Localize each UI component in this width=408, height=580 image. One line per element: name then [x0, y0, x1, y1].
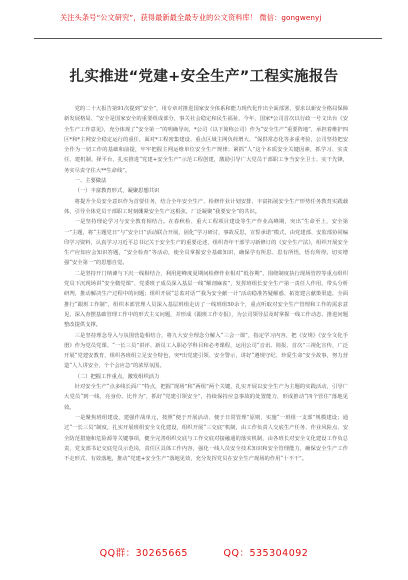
body-paragraph: 二是坚持开门纳谏与下沉一线相结合，利用迎峰度夏期间检修作业相对“低谷期”，围绕制度执行现场管控等重点组织党员下沉现场讲“安全微党课”、党委班子成员深入基层一线“解剖麻雀”，发挥班组长安全生产第一责任人作用，带头分析研判，推动解决生产过程中的问题；组织开展“总监对话”“我为安全献一计”活动稳准答疑解惑、拓宽建言献策渠道，全面推行“跟班工作制”，组织本部管理人员深入基层班组走访了一线班组50余个，重点听取对安全生产管理和工作的需求意见，深入查摆基础管理工作中的形式主义问题，并形成《跟班工作专报》，为公司领导层及时掌握一线工作动态、推进问题整改提供支撑。	[64, 270, 348, 329]
section-heading: （一）丰富教育形式，凝聚思想共识	[74, 188, 160, 195]
body-paragraph: 一是坚持理论学习与安全教育相结合。在春秋检、重大工程项目建设等生产作业高峰期，突出“生命至上，安全第一”主题，将“主题党日”与“安全日”活动联合开展，固化“学习研讨，事故反思，宣誓承诺”模式，由党建部、安监部协同编印学习资料，认真学习习近平总书记关于安全生产的重要论述，组织青年干部学习新修订的《安全生产法》，组织开展安全生产应知应会知识答题，“安全检查”等活动，使全员掌握安全基础知识，确保学有所思、思有所悟，悟有所得。切实增强“安全第一”的思想自觉。	[64, 219, 348, 267]
body-paragraph: 将提升全员安全意识作为首要任务，结合全年安全生产、检修作业计划安排，丰富拓展安全生产形势任务教育实践载体，引导全体党员干部职工时刻绷紧安全生产这根弦，厂泛凝聚“我要安全”的共识。	[64, 198, 348, 215]
body-paragraph: 党的二十大报告第91次提到“安全”，用专章对推进国家安全体系和能力现代化作出全面部署，要求以新安全格局保障新发展格局、“安全是国家安全的重要组成部分，事关社会稳定和民生福祉，今年，国家*公司首次以行政一号文出台《安全生产工作意见》，充分体现了“安全第一”的明确导向，*公司（以下简称公司）作为“安全生产“重要阵地”，承担着维护四区*和*主网安全稳定运行的重任，面对*工程密集建设、重点区域主网负荷增大、“保供常态化等多重考验，公司坚持把安全作为一切工作的基础和前提，牢牢把握主网运维单位安全生产规律；紧抓“人”这个本质安全关键因素，抓学习、实责任、建机制、择平台，扎实推进“党建+安全生产”示范工程创建，激励引导广大党员干部职工争当安全卫士、实干先锋，务实尽责守住大**生命线”。	[64, 106, 348, 174]
document-body	[64, 104, 348, 464]
header-banner	[34, 4, 382, 39]
body-paragraph: 一是聚焦班组建设，建强作战单元，按照“便于开展活动、便于日常管理”原则，实施“一班组一支部”规模建设；通过“一长三员”制度，扎实开展班组安全文化建设，组织开展“三交底”机制，由工作负责人交底生产任务、作业风险点、安全防范措施和危险源等关键事项，健全完善组织交底与工作交底对接融通的落实机制，由各班长对安全文化建设工作负总责，党支部书记交底党员示范岗，责任区具体工作内容，强化一线人员安全技术知识和安全管理能力，确保安全生产工作不走形式、有效落地，推动“党建+安全生产”落地见效，充分发挥党员在安全生产现场的作用“十不干”。	[64, 414, 348, 463]
section-heading: 一、主要做法	[74, 178, 107, 185]
footer-qq: QQ：535304092	[223, 548, 309, 559]
body-paragraph: 三是坚持理念导入与氛围营造相结合，将九大安全理念分解入“三会一课”，指定学习内容，把《安规》《安全文化手册》作为党员党课、“一长三员”讲评、新员工入职必学科目和必考课程，运用公司“音讯、简报、首次”三视化宣传，广泛开展“党建安教育，组织各班组立足安全特色，突*出党建引领、安全警示，讲好“遵规守纪、珍爱生命”安全故事，努力营造“人人讲安全、个个会应急”的浓厚氛围。	[64, 332, 348, 370]
body-paragraph: 针对安全生产“点多线长面广”特点，把握“现场”和“两组”两个关键，扎实开展以安全生产为主题的实践活动，引导广大党员“到一线、亮身份、比作为”，抓好“党建引领安全”，持续保持应急事故的处置能力，形成推动“四个管住”落地见效。	[64, 384, 348, 411]
section-heading: （二）把握工作重点，激发组织活力	[74, 373, 160, 380]
document-title: 扎实推进“党建+安全生产”工程实施报告	[69, 69, 339, 85]
footer-contact	[0, 545, 408, 559]
banner-text: 关注头条号“公文研究”，获得最新最全最专业的公文资料库！ 微信：gongwenyj	[60, 13, 322, 22]
footer-qq-group: QQ群：30265665	[99, 548, 188, 559]
